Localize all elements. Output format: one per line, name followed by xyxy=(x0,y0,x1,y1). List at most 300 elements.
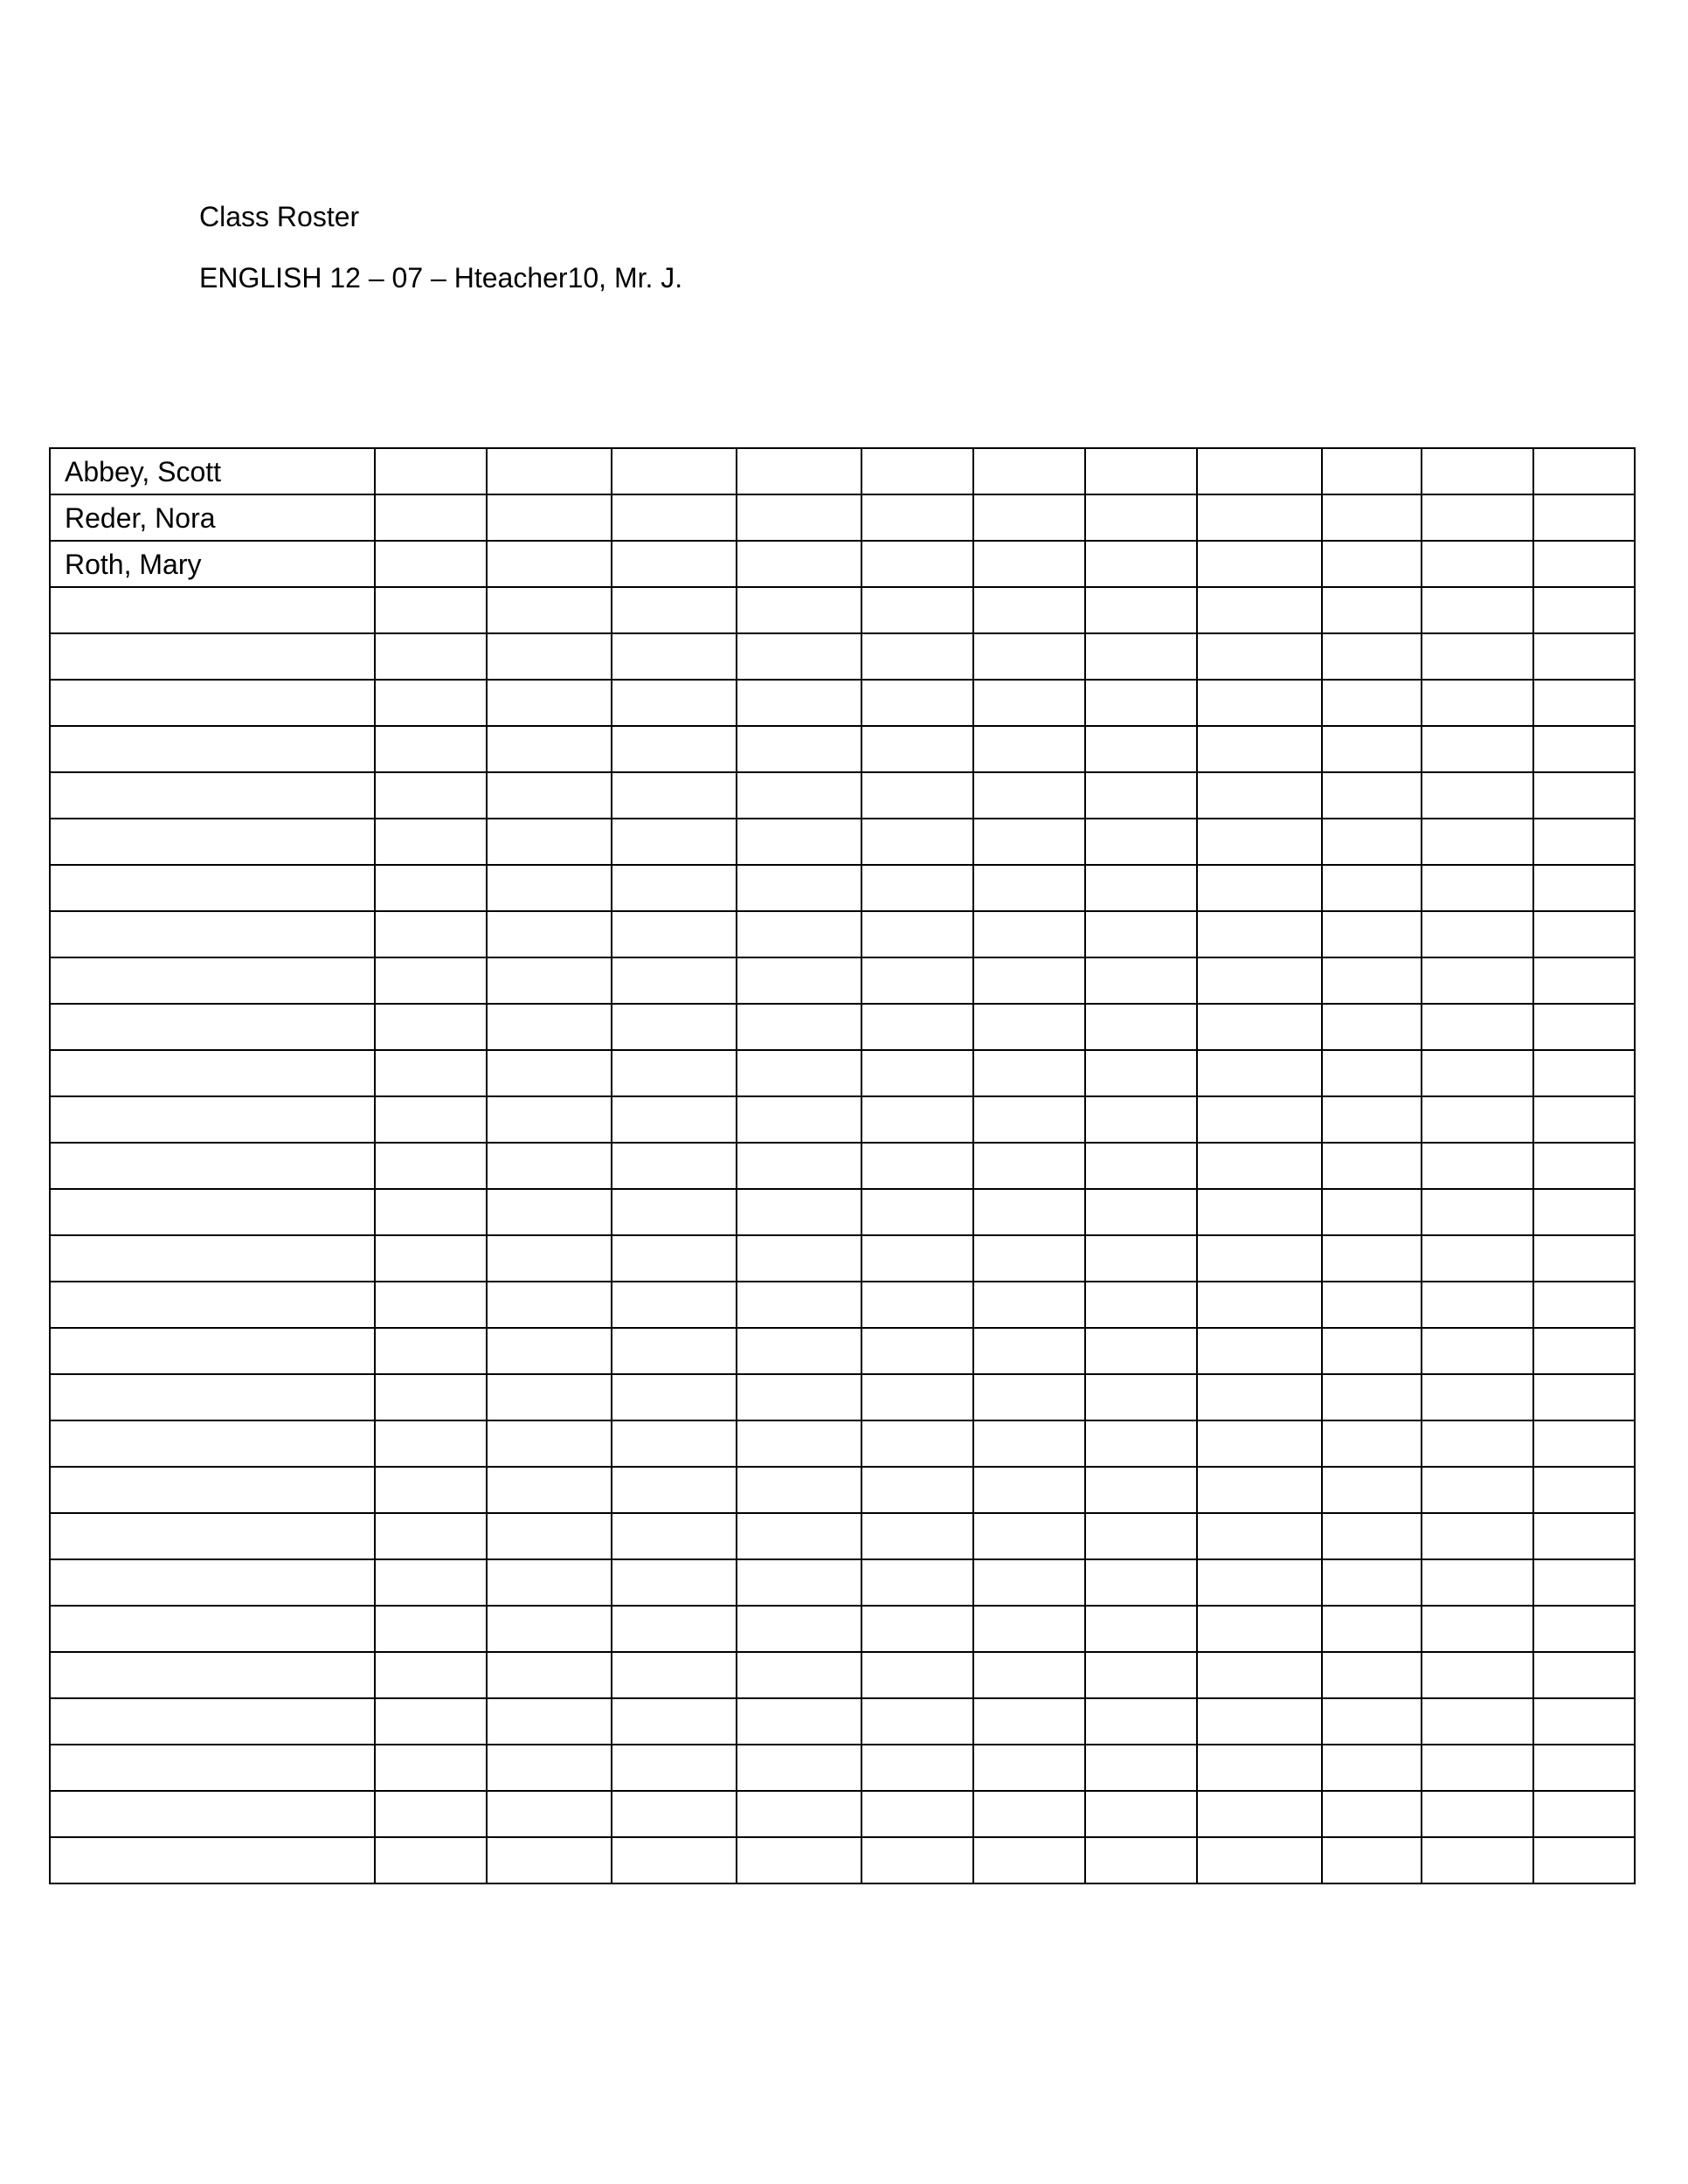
roster-blank-cell xyxy=(612,541,737,587)
roster-blank-cell xyxy=(1197,1467,1322,1513)
roster-blank-cell xyxy=(737,1791,861,1837)
roster-blank-cell xyxy=(1422,1189,1533,1235)
roster-blank-cell xyxy=(487,494,612,541)
roster-blank-cell xyxy=(1322,1837,1422,1883)
roster-blank-cell xyxy=(375,680,487,726)
roster-row xyxy=(50,1837,1635,1883)
roster-blank-cell xyxy=(973,957,1085,1004)
roster-blank-cell xyxy=(973,680,1085,726)
roster-blank-cell xyxy=(612,448,737,494)
roster-blank-cell xyxy=(737,1282,861,1328)
roster-blank-cell xyxy=(1422,1652,1533,1698)
roster-blank-cell xyxy=(487,819,612,865)
student-name-cell xyxy=(50,726,375,772)
roster-blank-cell xyxy=(737,1420,861,1467)
roster-blank-cell xyxy=(861,633,973,680)
roster-blank-cell xyxy=(612,1652,737,1698)
roster-blank-cell xyxy=(1197,680,1322,726)
roster-blank-cell xyxy=(973,494,1085,541)
roster-blank-cell xyxy=(1197,541,1322,587)
roster-row xyxy=(50,1606,1635,1652)
roster-blank-cell xyxy=(973,1328,1085,1374)
roster-row xyxy=(50,1189,1635,1235)
roster-blank-cell xyxy=(737,1235,861,1282)
roster-blank-cell xyxy=(487,1837,612,1883)
roster-blank-cell xyxy=(861,1096,973,1143)
roster-blank-cell xyxy=(1197,1374,1322,1420)
roster-blank-cell xyxy=(973,1235,1085,1282)
roster-blank-cell xyxy=(1533,865,1635,911)
roster-blank-cell xyxy=(973,911,1085,957)
roster-blank-cell xyxy=(973,1096,1085,1143)
roster-blank-cell xyxy=(1085,587,1197,633)
roster-blank-cell xyxy=(487,1004,612,1050)
roster-row xyxy=(50,587,1635,633)
roster-blank-cell xyxy=(1422,865,1533,911)
roster-blank-cell xyxy=(973,1050,1085,1096)
roster-blank-cell xyxy=(1533,1652,1635,1698)
roster-blank-cell xyxy=(1322,680,1422,726)
roster-blank-cell xyxy=(1085,957,1197,1004)
roster-blank-cell xyxy=(375,1374,487,1420)
roster-blank-cell xyxy=(1197,1189,1322,1235)
roster-blank-cell xyxy=(1322,1374,1422,1420)
roster-blank-cell xyxy=(612,726,737,772)
roster-blank-cell xyxy=(1422,1004,1533,1050)
student-name-cell xyxy=(50,1559,375,1606)
student-name-cell xyxy=(50,1189,375,1235)
roster-blank-cell xyxy=(1533,1374,1635,1420)
roster-blank-cell xyxy=(1533,1513,1635,1559)
roster-blank-cell xyxy=(737,1328,861,1374)
roster-blank-cell xyxy=(487,1698,612,1745)
roster-blank-cell xyxy=(1197,1096,1322,1143)
student-name-cell xyxy=(50,957,375,1004)
roster-blank-cell xyxy=(612,1050,737,1096)
roster-blank-cell xyxy=(375,1467,487,1513)
roster-blank-cell xyxy=(861,865,973,911)
roster-blank-cell xyxy=(487,726,612,772)
roster-blank-cell xyxy=(612,1837,737,1883)
roster-blank-cell xyxy=(1533,541,1635,587)
roster-blank-cell xyxy=(487,1559,612,1606)
roster-blank-cell xyxy=(487,1420,612,1467)
roster-blank-cell xyxy=(1422,494,1533,541)
roster-blank-cell xyxy=(487,957,612,1004)
roster-blank-cell xyxy=(1197,1652,1322,1698)
roster-blank-cell xyxy=(487,772,612,819)
roster-blank-cell xyxy=(861,680,973,726)
roster-blank-cell xyxy=(861,1559,973,1606)
roster-blank-cell xyxy=(1085,633,1197,680)
roster-blank-cell xyxy=(1197,1143,1322,1189)
roster-blank-cell xyxy=(487,1606,612,1652)
roster-row xyxy=(50,726,1635,772)
roster-row xyxy=(50,448,1635,494)
roster-blank-cell xyxy=(1197,494,1322,541)
roster-blank-cell xyxy=(737,541,861,587)
roster-blank-cell xyxy=(737,865,861,911)
roster-blank-cell xyxy=(737,1698,861,1745)
roster-blank-cell xyxy=(487,633,612,680)
roster-blank-cell xyxy=(612,819,737,865)
roster-row xyxy=(50,1374,1635,1420)
roster-blank-cell xyxy=(1422,1096,1533,1143)
roster-blank-cell xyxy=(861,1374,973,1420)
roster-blank-cell xyxy=(612,633,737,680)
roster-blank-cell xyxy=(1533,1328,1635,1374)
roster-blank-cell xyxy=(861,911,973,957)
roster-blank-cell xyxy=(737,633,861,680)
roster-blank-cell xyxy=(973,1837,1085,1883)
roster-blank-cell xyxy=(1322,1004,1422,1050)
roster-blank-cell xyxy=(1322,1420,1422,1467)
roster-blank-cell xyxy=(1197,772,1322,819)
roster-blank-cell xyxy=(861,587,973,633)
roster-blank-cell xyxy=(375,1189,487,1235)
roster-blank-cell xyxy=(861,448,973,494)
roster-blank-cell xyxy=(612,1374,737,1420)
roster-blank-cell xyxy=(973,1374,1085,1420)
roster-blank-cell xyxy=(612,1189,737,1235)
roster-blank-cell xyxy=(1085,1189,1197,1235)
roster-blank-cell xyxy=(973,1420,1085,1467)
roster-blank-cell xyxy=(1085,1791,1197,1837)
roster-blank-cell xyxy=(861,1837,973,1883)
roster-blank-cell xyxy=(1197,1235,1322,1282)
roster-blank-cell xyxy=(1085,1374,1197,1420)
roster-blank-cell xyxy=(487,448,612,494)
roster-blank-cell xyxy=(375,1559,487,1606)
roster-blank-cell xyxy=(1533,1837,1635,1883)
roster-blank-cell xyxy=(973,1745,1085,1791)
roster-blank-cell xyxy=(1197,1791,1322,1837)
roster-blank-cell xyxy=(737,1004,861,1050)
roster-blank-cell xyxy=(375,633,487,680)
roster-blank-cell xyxy=(612,1143,737,1189)
roster-blank-cell xyxy=(1322,1745,1422,1791)
roster-blank-cell xyxy=(1197,587,1322,633)
roster-blank-cell xyxy=(1533,680,1635,726)
roster-blank-cell xyxy=(1085,1050,1197,1096)
roster-blank-cell xyxy=(737,680,861,726)
roster-blank-cell xyxy=(612,1235,737,1282)
roster-row xyxy=(50,1235,1635,1282)
roster-blank-cell xyxy=(861,1143,973,1189)
roster-blank-cell xyxy=(1422,1328,1533,1374)
roster-blank-cell xyxy=(973,1606,1085,1652)
roster-blank-cell xyxy=(487,1143,612,1189)
roster-row xyxy=(50,1143,1635,1189)
roster-blank-cell xyxy=(1085,1467,1197,1513)
roster-blank-cell xyxy=(375,1698,487,1745)
student-name-cell xyxy=(50,587,375,633)
roster-blank-cell xyxy=(1197,1559,1322,1606)
roster-blank-cell xyxy=(861,1791,973,1837)
roster-blank-cell xyxy=(1422,1791,1533,1837)
roster-blank-cell xyxy=(1085,1652,1197,1698)
roster-blank-cell xyxy=(1322,1467,1422,1513)
roster-blank-cell xyxy=(375,448,487,494)
roster-blank-cell xyxy=(1322,1235,1422,1282)
roster-blank-cell xyxy=(612,680,737,726)
roster-blank-cell xyxy=(487,541,612,587)
student-name-cell xyxy=(50,1606,375,1652)
student-name-cell xyxy=(50,1004,375,1050)
roster-blank-cell xyxy=(1533,1282,1635,1328)
roster-blank-cell xyxy=(737,1559,861,1606)
roster-blank-cell xyxy=(612,1559,737,1606)
roster-blank-cell xyxy=(1085,541,1197,587)
roster-blank-cell xyxy=(1533,819,1635,865)
roster-blank-cell xyxy=(612,494,737,541)
roster-blank-cell xyxy=(1533,772,1635,819)
roster-blank-cell xyxy=(612,1328,737,1374)
roster-blank-cell xyxy=(1197,1606,1322,1652)
roster-blank-cell xyxy=(973,1559,1085,1606)
roster-blank-cell xyxy=(861,1189,973,1235)
roster-blank-cell xyxy=(487,1235,612,1282)
roster-blank-cell xyxy=(1322,494,1422,541)
student-name-cell xyxy=(50,772,375,819)
roster-blank-cell xyxy=(737,494,861,541)
roster-blank-cell xyxy=(1085,494,1197,541)
roster-row xyxy=(50,1096,1635,1143)
roster-blank-cell xyxy=(737,1143,861,1189)
roster-blank-cell xyxy=(1197,911,1322,957)
roster-blank-cell xyxy=(1085,448,1197,494)
roster-blank-cell xyxy=(1422,1606,1533,1652)
roster-blank-cell xyxy=(1322,1791,1422,1837)
roster-row xyxy=(50,772,1635,819)
roster-blank-cell xyxy=(1197,1745,1322,1791)
roster-blank-cell xyxy=(1322,633,1422,680)
roster-blank-cell xyxy=(1197,726,1322,772)
roster-blank-cell xyxy=(1533,1420,1635,1467)
roster-blank-cell xyxy=(1322,1698,1422,1745)
roster-blank-cell xyxy=(861,1328,973,1374)
roster-blank-cell xyxy=(1422,587,1533,633)
student-name-cell: Abbey, Scott xyxy=(50,448,375,494)
roster-row xyxy=(50,1698,1635,1745)
roster-blank-cell xyxy=(1422,819,1533,865)
roster-blank-cell xyxy=(973,587,1085,633)
roster-blank-cell xyxy=(1322,1652,1422,1698)
roster-blank-cell xyxy=(861,1282,973,1328)
roster-blank-cell xyxy=(612,1606,737,1652)
roster-blank-cell xyxy=(1197,448,1322,494)
roster-blank-cell xyxy=(737,1513,861,1559)
roster-blank-cell xyxy=(612,1420,737,1467)
roster-row xyxy=(50,819,1635,865)
roster-blank-cell xyxy=(375,957,487,1004)
roster-blank-cell xyxy=(375,1282,487,1328)
roster-blank-cell xyxy=(1533,448,1635,494)
roster-row xyxy=(50,494,1635,541)
roster-blank-cell xyxy=(737,911,861,957)
roster-row xyxy=(50,1467,1635,1513)
roster-blank-cell xyxy=(1197,1328,1322,1374)
roster-blank-cell xyxy=(1085,1282,1197,1328)
roster-blank-cell xyxy=(737,448,861,494)
roster-blank-cell xyxy=(1322,1189,1422,1235)
student-name-cell xyxy=(50,1698,375,1745)
roster-blank-cell xyxy=(861,772,973,819)
roster-row xyxy=(50,1050,1635,1096)
roster-blank-cell xyxy=(973,772,1085,819)
roster-blank-cell xyxy=(375,772,487,819)
roster-blank-cell xyxy=(1085,819,1197,865)
roster-blank-cell xyxy=(1533,1050,1635,1096)
roster-blank-cell xyxy=(612,1513,737,1559)
student-name-cell xyxy=(50,633,375,680)
roster-blank-cell xyxy=(375,541,487,587)
roster-blank-cell xyxy=(1422,1467,1533,1513)
student-name-cell: Reder, Nora xyxy=(50,494,375,541)
roster-table xyxy=(49,447,1636,1884)
roster-blank-cell xyxy=(487,1050,612,1096)
roster-blank-cell xyxy=(1322,772,1422,819)
roster-blank-cell xyxy=(973,541,1085,587)
roster-blank-cell xyxy=(861,1745,973,1791)
roster-blank-cell xyxy=(612,911,737,957)
roster-blank-cell xyxy=(1197,1282,1322,1328)
roster-blank-cell xyxy=(1422,772,1533,819)
roster-blank-cell xyxy=(861,1606,973,1652)
roster-blank-cell xyxy=(1085,1513,1197,1559)
roster-blank-cell xyxy=(1422,957,1533,1004)
roster-blank-cell xyxy=(1533,494,1635,541)
roster-blank-cell xyxy=(1533,911,1635,957)
roster-blank-cell xyxy=(612,865,737,911)
roster-blank-cell xyxy=(375,865,487,911)
student-name-cell xyxy=(50,1745,375,1791)
roster-row xyxy=(50,1282,1635,1328)
roster-blank-cell xyxy=(973,1791,1085,1837)
roster-blank-cell xyxy=(1422,1698,1533,1745)
roster-blank-cell xyxy=(1085,1096,1197,1143)
roster-row xyxy=(50,1328,1635,1374)
roster-row xyxy=(50,1791,1635,1837)
roster-blank-cell xyxy=(1197,1420,1322,1467)
roster-blank-cell xyxy=(1085,1837,1197,1883)
roster-blank-cell xyxy=(1422,680,1533,726)
roster-blank-cell xyxy=(1422,726,1533,772)
roster-blank-cell xyxy=(861,1698,973,1745)
roster-blank-cell xyxy=(973,1143,1085,1189)
roster-blank-cell xyxy=(1085,1328,1197,1374)
roster-blank-cell xyxy=(737,819,861,865)
student-name-cell xyxy=(50,1420,375,1467)
roster-row xyxy=(50,1559,1635,1606)
roster-row xyxy=(50,865,1635,911)
roster-blank-cell xyxy=(1197,1513,1322,1559)
roster-blank-cell xyxy=(375,1143,487,1189)
roster-blank-cell xyxy=(1533,1606,1635,1652)
roster-blank-cell xyxy=(861,1420,973,1467)
roster-blank-cell xyxy=(1422,1143,1533,1189)
roster-blank-cell xyxy=(1533,1467,1635,1513)
roster-blank-cell xyxy=(1085,1698,1197,1745)
roster-blank-cell xyxy=(487,1374,612,1420)
roster-blank-cell xyxy=(1322,1606,1422,1652)
roster-row xyxy=(50,1420,1635,1467)
roster-blank-cell xyxy=(1533,1004,1635,1050)
roster-blank-cell xyxy=(487,1328,612,1374)
roster-blank-cell xyxy=(487,680,612,726)
roster-blank-cell xyxy=(1422,1050,1533,1096)
roster-blank-cell xyxy=(1322,587,1422,633)
roster-blank-cell xyxy=(1322,448,1422,494)
roster-blank-cell xyxy=(737,1467,861,1513)
roster-blank-cell xyxy=(973,819,1085,865)
student-name-cell xyxy=(50,1467,375,1513)
roster-blank-cell xyxy=(1322,865,1422,911)
roster-blank-cell xyxy=(612,957,737,1004)
roster-blank-cell xyxy=(737,1374,861,1420)
roster-blank-cell xyxy=(861,1235,973,1282)
roster-blank-cell xyxy=(487,1189,612,1235)
roster-blank-cell xyxy=(973,726,1085,772)
roster-blank-cell xyxy=(737,587,861,633)
roster-blank-cell xyxy=(861,1467,973,1513)
roster-blank-cell xyxy=(861,541,973,587)
roster-blank-cell xyxy=(1085,726,1197,772)
student-name-cell xyxy=(50,1050,375,1096)
roster-blank-cell xyxy=(1085,680,1197,726)
roster-blank-cell xyxy=(1322,1328,1422,1374)
roster-blank-cell xyxy=(1533,957,1635,1004)
roster-blank-cell xyxy=(1085,772,1197,819)
roster-blank-cell xyxy=(737,1096,861,1143)
roster-blank-cell xyxy=(1533,1189,1635,1235)
roster-blank-cell xyxy=(1422,1235,1533,1282)
student-name-cell xyxy=(50,819,375,865)
student-name-cell xyxy=(50,1235,375,1282)
roster-blank-cell xyxy=(375,1745,487,1791)
roster-blank-cell xyxy=(1197,865,1322,911)
roster-blank-cell xyxy=(612,772,737,819)
roster-blank-cell xyxy=(1422,1837,1533,1883)
roster-blank-cell xyxy=(375,1328,487,1374)
roster-blank-cell xyxy=(1197,819,1322,865)
roster-blank-cell xyxy=(1085,911,1197,957)
roster-blank-cell xyxy=(487,1467,612,1513)
roster-blank-cell xyxy=(375,1096,487,1143)
roster-blank-cell xyxy=(1533,1791,1635,1837)
roster-blank-cell xyxy=(375,1004,487,1050)
roster-blank-cell xyxy=(1085,1235,1197,1282)
student-name-cell xyxy=(50,911,375,957)
class-section-heading: ENGLISH 12 – 07 – Hteacher10, Mr. J. xyxy=(199,262,683,294)
student-name-cell xyxy=(50,1837,375,1883)
roster-blank-cell xyxy=(1533,1745,1635,1791)
roster-blank-cell xyxy=(375,1050,487,1096)
roster-blank-cell xyxy=(612,1791,737,1837)
roster-blank-cell xyxy=(375,1652,487,1698)
roster-blank-cell xyxy=(1322,726,1422,772)
roster-blank-cell xyxy=(487,1745,612,1791)
roster-blank-cell xyxy=(1197,957,1322,1004)
roster-blank-cell xyxy=(861,1004,973,1050)
roster-blank-cell xyxy=(1085,1745,1197,1791)
roster-blank-cell xyxy=(1422,1282,1533,1328)
roster-blank-cell xyxy=(487,1791,612,1837)
roster-blank-cell xyxy=(1422,1745,1533,1791)
roster-blank-cell xyxy=(1322,541,1422,587)
roster-blank-cell xyxy=(375,911,487,957)
roster-row xyxy=(50,633,1635,680)
